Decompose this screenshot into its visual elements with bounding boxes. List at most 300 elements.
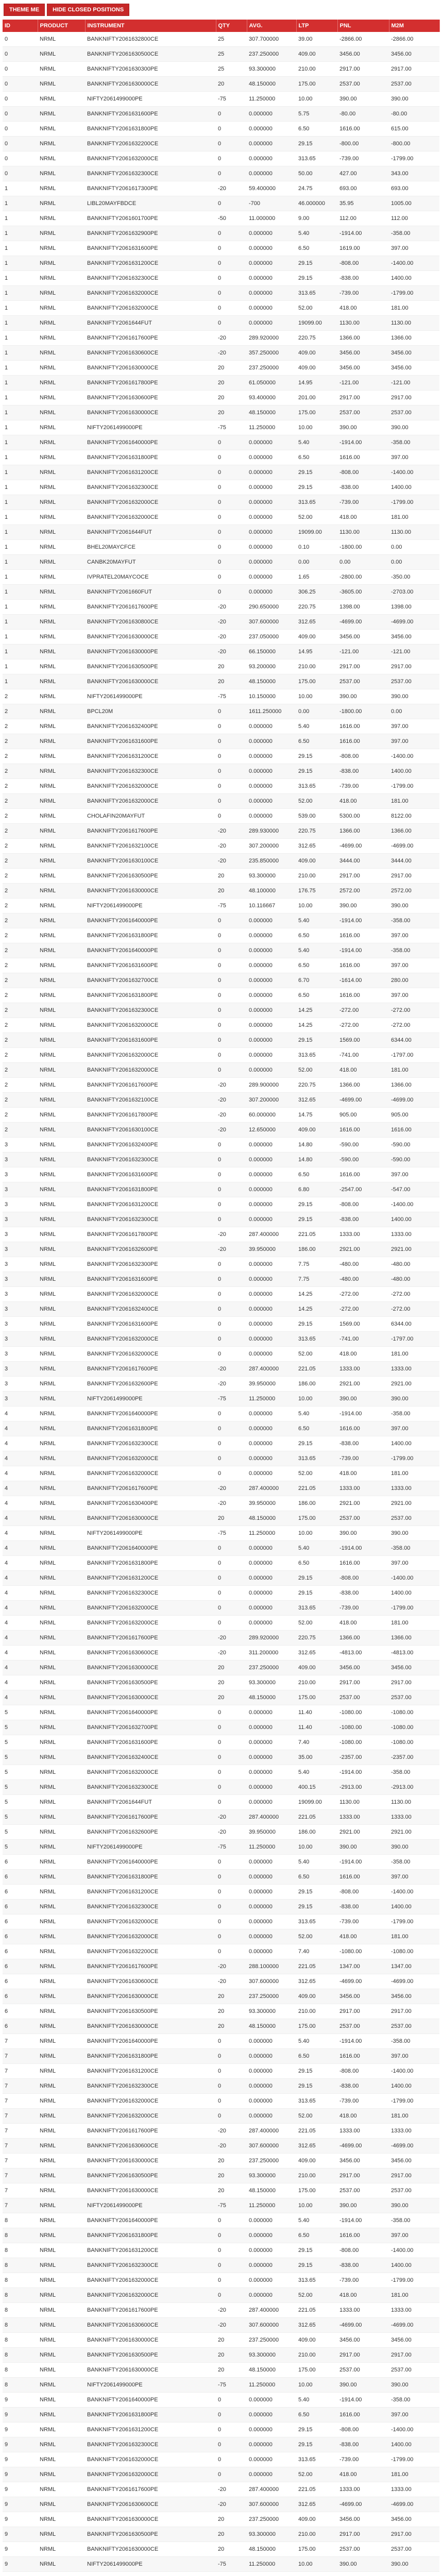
table-row[interactable]: [3, 2228, 439, 2243]
cell-id: 9: [3, 2512, 38, 2527]
table-row[interactable]: [3, 1571, 439, 1586]
cell-pnl: 1616.00: [337, 2228, 389, 2243]
table-row[interactable]: [3, 122, 439, 137]
table-row[interactable]: [3, 1033, 439, 1048]
cell-product: NRML: [38, 913, 85, 928]
cell-avg: 0.000000: [247, 241, 296, 256]
cell-product: NRML: [38, 2168, 85, 2183]
table-row[interactable]: [3, 2168, 439, 2183]
table-row[interactable]: [3, 1795, 439, 1810]
cell-pnl: 1333.00: [337, 1810, 389, 1825]
cell-pnl: -739.00: [337, 495, 389, 510]
table-row[interactable]: [3, 2452, 439, 2467]
cell-avg: 237.250000: [247, 2512, 296, 2527]
table-row[interactable]: [3, 2183, 439, 2198]
cell-instrument: BANKNIFTY2061632000CE: [85, 286, 216, 301]
cell-qty: -75: [216, 1840, 247, 1855]
cell-product: NRML: [38, 2542, 85, 2557]
table-row[interactable]: [3, 420, 439, 435]
cell-instrument: BANKNIFTY2061632000CE: [85, 1287, 216, 1302]
table-row[interactable]: [3, 973, 439, 988]
cell-qty: 20: [216, 391, 247, 405]
table-row[interactable]: [3, 2363, 439, 2378]
cell-product: NRML: [38, 465, 85, 480]
cell-ltp: 52.00: [296, 1347, 337, 1362]
table-row[interactable]: [3, 1362, 439, 1377]
cell-product: NRML: [38, 1646, 85, 1660]
table-row[interactable]: [3, 1317, 439, 1332]
table-row[interactable]: [3, 2333, 439, 2348]
cell-avg: 0.000000: [247, 301, 296, 316]
cell-instrument: BANKNIFTY2061630000CE: [85, 2512, 216, 2527]
cell-instrument: BANKNIFTY2061631600PE: [85, 241, 216, 256]
table-row[interactable]: [3, 704, 439, 719]
column-header-instrument[interactable]: INSTRUMENT: [85, 20, 216, 32]
table-row[interactable]: [3, 913, 439, 928]
cell-avg: 0.000000: [247, 465, 296, 480]
table-row[interactable]: [3, 1078, 439, 1093]
cell-avg: 93.300000: [247, 2527, 296, 2542]
table-row[interactable]: [3, 1421, 439, 1436]
theme-button[interactable]: THEME ME: [4, 4, 45, 16]
table-row[interactable]: [3, 2243, 439, 2258]
table-row[interactable]: [3, 2139, 439, 2154]
table-row[interactable]: [3, 1825, 439, 1840]
table-row[interactable]: [3, 794, 439, 809]
table-row[interactable]: [3, 256, 439, 271]
cell-id: 1: [3, 615, 38, 630]
table-row[interactable]: [3, 1197, 439, 1212]
cell-id: 0: [3, 137, 38, 151]
table-row[interactable]: [3, 1586, 439, 1601]
cell-m2m: -121.00: [389, 645, 439, 659]
table-row[interactable]: [3, 1302, 439, 1317]
cell-ltp: 52.00: [296, 510, 337, 525]
cell-product: NRML: [38, 2348, 85, 2363]
table-row[interactable]: [3, 2019, 439, 2034]
table-row[interactable]: [3, 809, 439, 824]
table-row[interactable]: [3, 764, 439, 779]
cell-product: NRML: [38, 615, 85, 630]
table-row[interactable]: [3, 1242, 439, 1257]
table-row[interactable]: [3, 62, 439, 77]
table-row[interactable]: [3, 1436, 439, 1451]
table-row[interactable]: [3, 2303, 439, 2318]
table-row[interactable]: [3, 2198, 439, 2213]
table-row[interactable]: [3, 1750, 439, 1765]
table-row[interactable]: [3, 988, 439, 1003]
table-row[interactable]: [3, 166, 439, 181]
table-row[interactable]: [3, 2467, 439, 2482]
cell-ltp: 29.15: [296, 1212, 337, 1227]
positions-table: [3, 20, 440, 2576]
table-row[interactable]: [3, 1526, 439, 1541]
cell-m2m: 181.00: [389, 1929, 439, 1944]
column-header-qty[interactable]: QTY: [216, 20, 247, 32]
table-row[interactable]: [3, 1780, 439, 1795]
table-row[interactable]: [3, 555, 439, 570]
table-row[interactable]: [3, 196, 439, 211]
table-row[interactable]: [3, 1631, 439, 1646]
table-row[interactable]: [3, 465, 439, 480]
table-row[interactable]: [3, 2572, 439, 2576]
table-row[interactable]: [3, 585, 439, 600]
table-row[interactable]: [3, 77, 439, 92]
table-row[interactable]: [3, 1929, 439, 1944]
cell-qty: -75: [216, 2198, 247, 2213]
cell-pnl: -1080.00: [337, 1735, 389, 1750]
cell-pnl: -4699.00: [337, 2497, 389, 2512]
cell-ltp: 11.40: [296, 1705, 337, 1720]
table-row[interactable]: [3, 943, 439, 958]
cell-ltp: 175.00: [296, 2363, 337, 2378]
cell-ltp: 400.15: [296, 1780, 337, 1795]
table-row[interactable]: [3, 1601, 439, 1616]
table-row[interactable]: [3, 480, 439, 495]
cell-avg: 0.000000: [247, 2422, 296, 2437]
table-row[interactable]: [3, 1257, 439, 1272]
cell-avg: 0.000000: [247, 958, 296, 973]
cell-product: NRML: [38, 2079, 85, 2094]
table-row[interactable]: [3, 659, 439, 674]
cell-pnl: -1914.00: [337, 1855, 389, 1870]
table-row[interactable]: [3, 241, 439, 256]
table-row[interactable]: [3, 1646, 439, 1660]
cell-avg: 0.000000: [247, 1018, 296, 1033]
cell-pnl: 3456.00: [337, 47, 389, 62]
table-row[interactable]: [3, 2497, 439, 2512]
table-row[interactable]: [3, 869, 439, 884]
cell-id: 2: [3, 734, 38, 749]
cell-id: 0: [3, 166, 38, 181]
table-row[interactable]: [3, 1690, 439, 1705]
cell-pnl: -739.00: [337, 2094, 389, 2109]
table-row[interactable]: [3, 286, 439, 301]
table-row[interactable]: [3, 928, 439, 943]
table-row[interactable]: [3, 689, 439, 704]
table-row[interactable]: [3, 2064, 439, 2079]
table-row[interactable]: [3, 1840, 439, 1855]
table-row[interactable]: [3, 540, 439, 555]
table-row[interactable]: [3, 1451, 439, 1466]
cell-pnl: 2921.00: [337, 1242, 389, 1257]
table-row[interactable]: [3, 2124, 439, 2139]
table-row[interactable]: [3, 47, 439, 62]
table-row[interactable]: [3, 211, 439, 226]
table-row[interactable]: [3, 450, 439, 465]
table-row[interactable]: [3, 1900, 439, 1914]
cell-m2m: 397.00: [389, 958, 439, 973]
table-row[interactable]: [3, 854, 439, 869]
table-row[interactable]: [3, 1466, 439, 1481]
cell-m2m: 6344.00: [389, 1317, 439, 1332]
cell-product: NRML: [38, 928, 85, 943]
cell-ltp: 5.40: [296, 2213, 337, 2228]
cell-instrument: BANKNIFTY2061632400CE: [85, 1750, 216, 1765]
table-row[interactable]: [3, 92, 439, 107]
table-row[interactable]: [3, 1616, 439, 1631]
table-row[interactable]: [3, 2437, 439, 2452]
table-row[interactable]: [3, 1287, 439, 1302]
table-row[interactable]: [3, 779, 439, 794]
cell-m2m: 1398.00: [389, 600, 439, 615]
table-row[interactable]: [3, 2079, 439, 2094]
table-row[interactable]: [3, 510, 439, 525]
table-row[interactable]: [3, 376, 439, 391]
cell-qty: 20: [216, 869, 247, 884]
table-row[interactable]: [3, 2542, 439, 2557]
table-row[interactable]: [3, 391, 439, 405]
table-row[interactable]: [3, 1392, 439, 1406]
table-row[interactable]: [3, 2422, 439, 2437]
table-row[interactable]: [3, 2482, 439, 2497]
cell-id: 0: [3, 62, 38, 77]
cell-qty: -20: [216, 1631, 247, 1646]
table-row[interactable]: [3, 674, 439, 689]
table-row[interactable]: [3, 2213, 439, 2228]
cell-id: 9: [3, 2393, 38, 2408]
cell-qty: 0: [216, 2422, 247, 2437]
table-row[interactable]: [3, 958, 439, 973]
cell-instrument: BANKNIFTY2061632600PE: [85, 1242, 216, 1257]
table-row[interactable]: [3, 316, 439, 331]
table-row[interactable]: [3, 2378, 439, 2393]
table-row[interactable]: [3, 435, 439, 450]
cell-ltp: 210.00: [296, 2527, 337, 2542]
cell-qty: 20: [216, 2168, 247, 2183]
table-row[interactable]: [3, 1974, 439, 1989]
cell-product: NRML: [38, 540, 85, 555]
cell-ltp: 6.80: [296, 1182, 337, 1197]
table-row[interactable]: [3, 2512, 439, 2527]
table-row[interactable]: [3, 1720, 439, 1735]
table-row[interactable]: [3, 1959, 439, 1974]
cell-avg: 11.250000: [247, 2557, 296, 2572]
cell-pnl: -1914.00: [337, 1765, 389, 1780]
cell-pnl: 2917.00: [337, 2168, 389, 2183]
cell-product: NRML: [38, 2497, 85, 2512]
table-row[interactable]: [3, 1018, 439, 1033]
table-row[interactable]: [3, 2408, 439, 2422]
table-row[interactable]: [3, 630, 439, 645]
table-row[interactable]: [3, 1227, 439, 1242]
table-row[interactable]: [3, 226, 439, 241]
cell-product: NRML: [38, 1406, 85, 1421]
table-row[interactable]: [3, 495, 439, 510]
cell-avg: 11.250000: [247, 2198, 296, 2213]
table-row[interactable]: [3, 1511, 439, 1526]
table-row[interactable]: [3, 151, 439, 166]
table-row[interactable]: [3, 2004, 439, 2019]
table-row[interactable]: [3, 2527, 439, 2542]
cell-ltp: 5.40: [296, 1406, 337, 1421]
cell-product: NRML: [38, 2109, 85, 2124]
table-row[interactable]: [3, 615, 439, 630]
table-row[interactable]: [3, 1182, 439, 1197]
cell-avg: 287.400000: [247, 1481, 296, 1496]
table-row[interactable]: [3, 600, 439, 615]
cell-qty: 0: [216, 2452, 247, 2467]
table-row[interactable]: [3, 899, 439, 913]
cell-id: 4: [3, 1646, 38, 1660]
cell-qty: -20: [216, 331, 247, 346]
cell-product: NRML: [38, 988, 85, 1003]
table-row[interactable]: [3, 1108, 439, 1123]
table-row[interactable]: [3, 1347, 439, 1362]
table-row[interactable]: [3, 1735, 439, 1750]
table-row[interactable]: [3, 301, 439, 316]
cell-ltp: 221.05: [296, 1810, 337, 1825]
cell-qty: 0: [216, 166, 247, 181]
table-row[interactable]: [3, 1063, 439, 1078]
cell-pnl: 1130.00: [337, 525, 389, 540]
table-row[interactable]: [3, 2109, 439, 2124]
cell-instrument: BANKNIFTY2061630000CE: [85, 630, 216, 645]
table-row[interactable]: [3, 645, 439, 659]
cell-qty: 0: [216, 1287, 247, 1302]
cell-instrument: BANKNIFTY2061631600PE: [85, 1033, 216, 1048]
column-header-product[interactable]: PRODUCT: [38, 20, 85, 32]
cell-instrument: BANKNIFTY2061632300CE: [85, 480, 216, 495]
column-header-avg[interactable]: AVG.: [247, 20, 296, 32]
cell-id: 8: [3, 2303, 38, 2318]
table-row[interactable]: [3, 719, 439, 734]
table-row[interactable]: [3, 1705, 439, 1720]
table-row[interactable]: [3, 1765, 439, 1780]
table-row[interactable]: [3, 2318, 439, 2333]
cell-ltp: 10.00: [296, 2198, 337, 2213]
cell-instrument: BANKNIFTY2061632400PE: [85, 719, 216, 734]
table-row[interactable]: [3, 181, 439, 196]
table-row[interactable]: [3, 749, 439, 764]
table-row[interactable]: [3, 1675, 439, 1690]
table-row[interactable]: [3, 2288, 439, 2303]
table-row[interactable]: [3, 107, 439, 122]
table-row[interactable]: [3, 2154, 439, 2168]
hide-closed-positions-button[interactable]: HIDE CLOSED POSITIONS: [47, 4, 129, 16]
cell-product: NRML: [38, 809, 85, 824]
cell-id: 4: [3, 1466, 38, 1481]
table-row[interactable]: [3, 2348, 439, 2363]
cell-ltp: 14.95: [296, 645, 337, 659]
cell-m2m: 3456.00: [389, 2154, 439, 2168]
table-row[interactable]: [3, 1810, 439, 1825]
cell-product: NRML: [38, 1302, 85, 1317]
table-row[interactable]: [3, 361, 439, 376]
table-row[interactable]: [3, 346, 439, 361]
table-row[interactable]: [3, 1167, 439, 1182]
table-row[interactable]: [3, 1153, 439, 1167]
table-row[interactable]: [3, 1481, 439, 1496]
cell-avg: 0.000000: [247, 1571, 296, 1586]
table-row[interactable]: [3, 405, 439, 420]
cell-product: NRML: [38, 2213, 85, 2228]
table-row[interactable]: [3, 1123, 439, 1138]
cell-pnl: 2537.00: [337, 1690, 389, 1705]
table-row[interactable]: [3, 884, 439, 899]
cell-avg: 0.000000: [247, 764, 296, 779]
table-row[interactable]: [3, 2049, 439, 2064]
cell-ltp: 7.75: [296, 1272, 337, 1287]
table-row[interactable]: [3, 570, 439, 585]
column-header-id[interactable]: ID: [3, 20, 38, 32]
table-row[interactable]: [3, 32, 439, 47]
table-row[interactable]: [3, 1332, 439, 1347]
table-row[interactable]: [3, 137, 439, 151]
cell-instrument: BANKNIFTY2061630500PE: [85, 2004, 216, 2019]
table-row[interactable]: [3, 839, 439, 854]
table-row[interactable]: [3, 1541, 439, 1556]
table-row[interactable]: [3, 525, 439, 540]
table-row[interactable]: [3, 2258, 439, 2273]
cell-qty: 0: [216, 1750, 247, 1765]
cell-m2m: -1080.00: [389, 1944, 439, 1959]
cell-ltp: 0.00: [296, 555, 337, 570]
cell-product: NRML: [38, 1138, 85, 1153]
column-header-pnl[interactable]: PNL: [337, 20, 389, 32]
cell-avg: 93.200000: [247, 659, 296, 674]
table-row[interactable]: [3, 1003, 439, 1018]
table-row[interactable]: [3, 1093, 439, 1108]
table-row[interactable]: [3, 1377, 439, 1392]
table-row[interactable]: [3, 2034, 439, 2049]
column-header-ltp[interactable]: LTP: [296, 20, 337, 32]
table-row[interactable]: [3, 1660, 439, 1675]
cell-avg: 0.000000: [247, 1167, 296, 1182]
table-row[interactable]: [3, 2393, 439, 2408]
table-row[interactable]: [3, 2273, 439, 2288]
table-row[interactable]: [3, 1855, 439, 1870]
table-row[interactable]: [3, 1048, 439, 1063]
column-header-m2m[interactable]: M2M: [389, 20, 439, 32]
cell-product: NRML: [38, 2064, 85, 2079]
cell-ltp: 186.00: [296, 1825, 337, 1840]
table-row[interactable]: [3, 1944, 439, 1959]
cell-m2m: 1333.00: [389, 1481, 439, 1496]
table-row[interactable]: [3, 1406, 439, 1421]
table-row[interactable]: [3, 1272, 439, 1287]
table-row[interactable]: [3, 1496, 439, 1511]
table-row[interactable]: [3, 331, 439, 346]
table-row[interactable]: [3, 824, 439, 839]
cell-m2m: 2537.00: [389, 674, 439, 689]
cell-instrument: BANKNIFTY2061631600PE: [85, 1735, 216, 1750]
cell-m2m: 181.00: [389, 2288, 439, 2303]
table-row[interactable]: [3, 2557, 439, 2572]
table-row[interactable]: [3, 271, 439, 286]
cell-m2m: 1366.00: [389, 331, 439, 346]
table-row[interactable]: [3, 1885, 439, 1900]
cell-product: NRML: [38, 405, 85, 420]
cell-instrument: BANKNIFTY2061630000CE: [85, 1989, 216, 2004]
cell-avg: 0.000000: [247, 2258, 296, 2273]
table-row[interactable]: [3, 1989, 439, 2004]
table-row[interactable]: [3, 1138, 439, 1153]
cell-id: 2: [3, 1078, 38, 1093]
cell-ltp: 9.00: [296, 211, 337, 226]
cell-id: 1: [3, 659, 38, 674]
cell-m2m: 693.00: [389, 181, 439, 196]
table-row[interactable]: [3, 1556, 439, 1571]
table-row[interactable]: [3, 2094, 439, 2109]
table-row[interactable]: [3, 1212, 439, 1227]
table-row[interactable]: [3, 1870, 439, 1885]
cell-instrument: BANKNIFTY2061630600CE: [85, 346, 216, 361]
cell-m2m: 2537.00: [389, 2363, 439, 2378]
cell-product: NRML: [38, 1093, 85, 1108]
table-row[interactable]: [3, 734, 439, 749]
table-row[interactable]: [3, 1914, 439, 1929]
